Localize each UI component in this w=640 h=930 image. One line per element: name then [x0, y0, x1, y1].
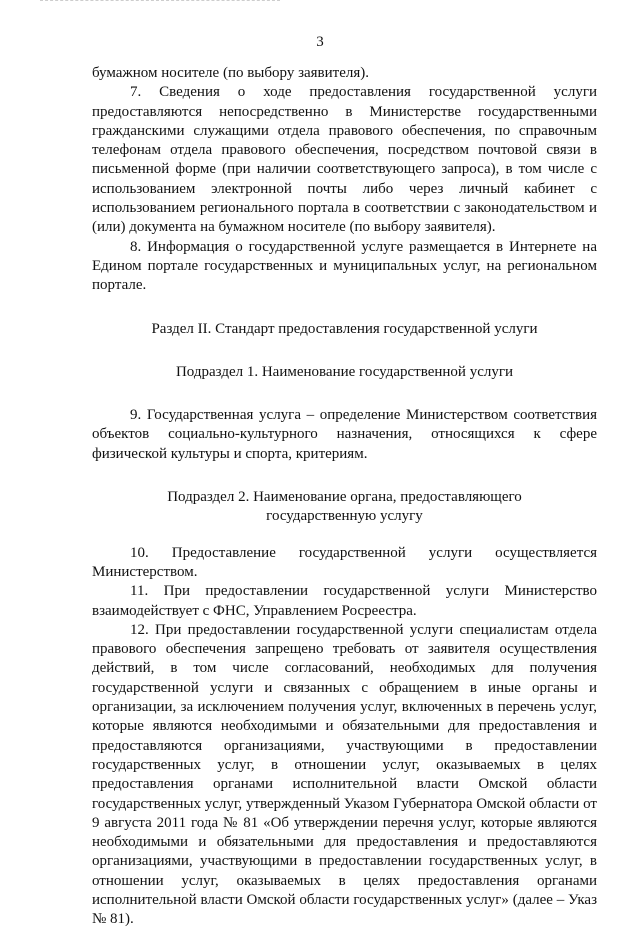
section-heading: Раздел II. Стандарт предоставления государственной услуги: [151, 320, 538, 337]
paragraph-continuation: бумажном носителе (по выбору заявителя).: [92, 65, 370, 81]
paragraph-11: 11. При предоставлении государственной услуги Министерство взаимодействует с ФНС, Управлением Росреестра.: [92, 583, 597, 619]
subsection-2-heading-line-1: Подраздел 2. Наименование органа, предоставляющего: [167, 489, 522, 506]
paragraph-9: 9. Государственная услуга – определение Министерством соответствия объектов социально-культурного назначения, относящихся к сфере физической культуры и спорта, критериям.: [92, 407, 597, 462]
subsection-2-heading-line-2: государственную услугу: [266, 508, 423, 525]
document-body: [92, 64, 597, 930]
paragraph-8: 8. Информация о государственной услуге размещается в Интернете на Едином портале государственных и муниципальных услуг, на региональном портале.: [92, 238, 597, 294]
page-number: 3: [316, 34, 324, 50]
paragraph-12: 12. При предоставлении государственной услуги специалистам отдела правового обеспечения запрещено требовать от заявителя осуществления действий, в том числе согласований, необходимых для получения государственной услуги и связанных с обращением в иные органы и организации, за исключением получения услуг, включенных в перечень услуг, которые являются необходимыми и обязательными для предоставления и предоставляются организациями, участвующими в предоставлении государственных услуг, в отношении услуг, оказываемых в целях предоставления органами исполнительной власти Омской области государственных услуг, утвержденный Указом Губернатора Омской области от 9 августа 2011 года № 81 «Об утверждении перечня услуг, которые являются необходимыми и обязательными для предоставления и предоставляются организациями, участвующими в предоставлении государственных услуг, в отношении услуг, оказываемых в целях предоставления органами исполнительной власти Омской области государственных услуг» (далее – Указ № 81).: [92, 621, 597, 928]
scan-artifact-marks: [40, 0, 280, 6]
paragraph-10: 10. Предоставление государственной услуги осуществляется Министерством.: [92, 544, 597, 580]
paragraph-7: 7. Сведения о ходе предоставления государственной услуги предоставляются непосредственно в Министерстве государственными гражданскими служащими отдела правового обеспечения, по справочным телефонам отдела правового обеспечения, посредством почтовой связи в письменной форме (при наличии соответствующего запроса), в том числе с использованием электронной почты либо через личный кабинет с использованием регионального портала в соответствии с законодательством и (или) документа на бумажном носителе (по выбору заявителя).: [92, 84, 597, 236]
subsection-1-heading: Подраздел 1. Наименование государственной услуги: [175, 363, 514, 380]
